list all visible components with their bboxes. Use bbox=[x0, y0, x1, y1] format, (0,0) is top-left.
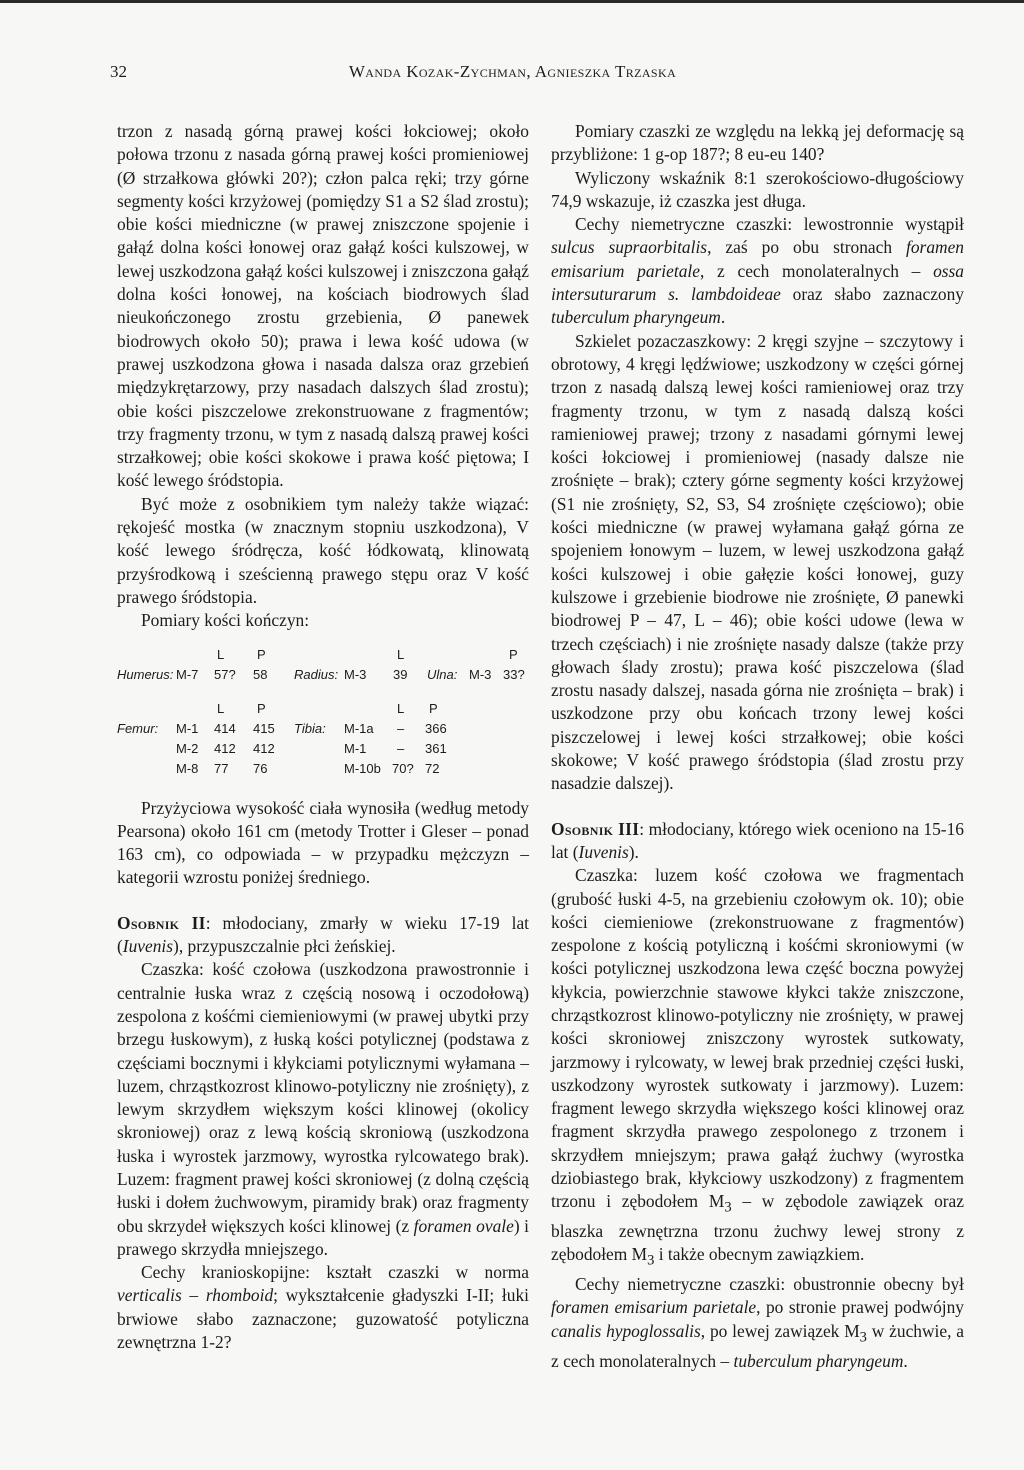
paragraph: Czaszka: kość czołowa (uszkodzona prawostronnie i centralnie łuska wraz z częścią nosową i oczodołową) zespolona z kośćmi ciemieniowymi (w prawej ubytki przy brzegu łuskowym), z łuską kości potylicznej (podstawa z częściami bocznymi i kłykciami potylicznymi wyłamana – luzem, chrząstkozrost klinowo-potyliczny nie zrośnięty), z lewym skrzydłem większym kości klinowej (okolicy skroniowej) oraz z lewą kością skroniową (uszkodzona łuska i wyrostek jarzmowy, wyrostka rylcowatego brak). Luzem: fragment prawej kości skroniowej (z dolną częścią łuski i dołem żuchwowym, piramidy brak) oraz fragmenty obu skrzydeł większych kości klinowej (z foramen ovale) i prawego skrzydła mniejszego. bbox=[117, 959, 529, 1259]
cell: 39 bbox=[393, 666, 408, 682]
cell: 70? bbox=[392, 760, 414, 776]
col-header: P bbox=[429, 700, 438, 716]
left-column bbox=[117, 120, 529, 1354]
paragraph: Być może z osobnikiem tym należy także wiązać: rękojeść mostka (w znacznym stopniu uszkodzona), V kość lewego śródręcza, kość łódkowatą, klinowatą przyśrodkową i sześcienną prawego stępu oraz V kość prawego śródstopia. bbox=[117, 493, 529, 607]
paragraph: Przyżyciowa wysokość ciała wynosiła (według metody Pearsona) około 161 cm (metody Trotter i Gleser – ponad 163 cm), co odpowiada – w przypadku mężczyzn – kategorii wzrostu poniżej średniego. bbox=[117, 797, 529, 888]
right-column bbox=[551, 120, 964, 1373]
paragraph: Cechy kranioskopijne: kształt czaszki w norma verticalis – rhomboid; wykształcenie gładyszki I-II; łuki brwiowe słabo zaznaczone; guzowatość potyliczna zewnętrzna 1-2? bbox=[117, 1262, 529, 1353]
measurement-table bbox=[117, 637, 529, 787]
col-header: L bbox=[217, 646, 225, 662]
cell: 415 bbox=[253, 720, 275, 736]
paragraph: Szkielet pozaczaszkowy: 2 kręgi szyjne – szczytowy i obrotowy, 4 kręgi lędźwiowe; uszkodzony w części górnej trzon z nasadą dalszą lewej kości ramieniowej oraz trzy fragmenty trzonu, w tym z nasadą dalszą kości ramieniowej prawej; trzony z nasadami górnymi lewej kości łokciowej i promieniowej (nasady dalsze nie zrośnięte – brak); cztery górne segmenty kości krzyżowej (S1 nie zrośnięty, S2, S3, S4 zrośnięte częściowo); obie kości miedniczne (w prawej wyłamana gałąź górna ze spojeniem łonowym – luzem, w lewej uszkodzona gałąź kości kulszowej i obie gałęzie kości łonowej, guzy kulszowe i grzebienie biodrowe nie zrośnięte, Ø panewki biodrowej P – 47, L – 46); obie kości udowe (lewa w trzech częściach) i nie zrośnięte nasady dalsze (także przy głowach ślady zrostu); prawa kość piszczelowa (ślad zrostu nasady dalszej, nasada górna nie zrośnięta – brak) i uszkodzone przy obu końcach trzony lewej kości piszczelowej i lewej kości strzałkowej; obie kości skokowe; V kość prawego śródstopia (ślad zrostu przy nasadzie dalszej). bbox=[551, 330, 964, 794]
paragraph: Czaszka: luzem kość czołowa we fragmentach (grubość łuski 4-5, na grzebieniu czołowym ok. 10); obie kości ciemieniowe (zrekonstruowane z fragmentów) zespolone z kością potyliczną i kośćmi skroniowymi (w kości potylicznej uszkodzona lewa część boczna powyżej kłykcia, powierzchnie stawowe kłykci także zniszczone, chrząstkozrost klinowo-potyliczny nie zrośnięty, w prawej kości skroniowej zniszczony wyrostek sutkowaty, jarzmowy i rylcowaty, w lewej brak przedniej części łuski, uszkodzony wyrostek sutkowaty i jarzmowy). Luzem: fragment lewego skrzydła większego kości klinowej oraz fragment skrzydła prawego zespolonego z trzonem i skrzydłem mniejszym; prawa gałąź żuchwy (wyrostka dziobiastego brak, kłykciowy uszkodzony) z fragmentem trzonu i zębodołem $M_3$ – w zębodole zawiązek oraz blaszka zewnętrzna trzonu żuchwy lewej strony z zębodołem $M_3$ i także obecnym zawiązkiem. bbox=[551, 865, 964, 1269]
running-head: Wanda Kozak-Zychman, Agnieszka Trzaska bbox=[348, 62, 677, 81]
col-header: L bbox=[397, 646, 405, 662]
cell: 361 bbox=[425, 740, 447, 756]
col-header: P bbox=[257, 646, 266, 662]
individual-heading: Osobnik III bbox=[551, 818, 640, 839]
paragraph: Osobnik III: młodociany, którego wiek oceniono na 15-16 lat (Iuvenis). bbox=[551, 818, 964, 862]
cell: M-1 bbox=[176, 720, 199, 736]
cell: – bbox=[397, 740, 405, 756]
cell: 77 bbox=[214, 760, 229, 776]
paragraph: Wyliczony wskaźnik 8:1 szerokościowo-długościowy 74,9 wskazuje, iż czaszka jest długa. bbox=[551, 167, 964, 211]
cell: 72 bbox=[425, 760, 440, 776]
paragraph: Pomiary czaszki ze względu na lekką jej deformację są przybliżone: 1 g-op 187?; 8 eu-eu 140? bbox=[551, 121, 964, 165]
cell: 33? bbox=[503, 666, 525, 682]
cell: 57? bbox=[214, 666, 236, 682]
cell: 412 bbox=[214, 740, 236, 756]
cell: – bbox=[397, 720, 405, 736]
cell: M-2 bbox=[176, 740, 199, 756]
paragraph: trzon z nasadą górną prawej kości łokciowej; około połowa trzonu z nasada górną prawej kości promieniowej (Ø strzałkowa główki 20?); człon palca ręki; trzy górne segmenty kości krzyżowej (pomiędzy S1 a S2 ślad zrostu); obie kości miedniczne (w prawej zniszczone spojenie i gałąź dolna kości łonowej oraz gałąź kości kulszowej, w lewej uszkodzona gałąź kości kulszowej i zniszczona gałąź dolna kości łonowej, na kościach biodrowych ślad nieukończonego zrostu grzebienia, Ø panewek biodrowych około 50); prawa i lewa kość udowa (w prawej uszkodzona głowa i nasada dalsza oraz grzebień międzykrętarzowy, przy nasadach dalszych ślad zrostu); obie kości piszczelowe zrekonstruowane z fragmentów; trzy fragmenty trzonu, w tym z nasadą dalszą prawej kości strzałkowej; obie kości skokowe i prawa kość piętowa; I kość lewego śródstopia. bbox=[117, 121, 529, 491]
cell: 414 bbox=[214, 720, 236, 736]
col-header: P bbox=[509, 646, 518, 662]
cell: M-8 bbox=[176, 760, 199, 776]
cell: M-3 bbox=[469, 666, 492, 682]
col-header: P bbox=[257, 700, 266, 716]
cell: M-7 bbox=[176, 666, 199, 682]
bone-label: Humerus: bbox=[117, 666, 174, 682]
paragraph: Pomiary kości kończyn: bbox=[141, 610, 310, 631]
cell: M-3 bbox=[344, 666, 367, 682]
cell: 76 bbox=[253, 760, 268, 776]
bone-label: Ulna: bbox=[427, 666, 458, 682]
col-header: L bbox=[397, 700, 405, 716]
cell: 412 bbox=[253, 740, 275, 756]
page-top-edge bbox=[0, 0, 1024, 3]
cell: M-1a bbox=[344, 720, 374, 736]
paragraph: Cechy niemetryczne czaszki: obustronnie obecny był foramen emisarium parietale, po stronie prawej podwójny canalis hypoglossalis, po lewej zawiązek $M_3$ w żuchwie, a z cech monolateralnych – tuberculum pharyngeum. bbox=[551, 1274, 964, 1371]
cell: M-10b bbox=[344, 760, 381, 776]
cell: M-1 bbox=[344, 740, 367, 756]
paragraph: Osobnik II: młodociany, zmarły w wieku 17-19 lat (Iuvenis), przypuszczalnie płci żeńskiej. bbox=[117, 912, 529, 957]
page-header bbox=[110, 62, 915, 84]
col-header: L bbox=[217, 700, 225, 716]
cell: 366 bbox=[425, 720, 447, 736]
bone-label: Tibia: bbox=[294, 720, 326, 736]
page-number: 32 bbox=[110, 62, 127, 81]
individual-heading: Osobnik II bbox=[117, 912, 206, 933]
paragraph: Cechy niemetryczne czaszki: lewostronnie wystąpił sulcus supraorbitalis, zaś po obu stronach foramen emisarium parietale, z cech monolateralnych – ossa intersuturarum s. lambdoideae oraz słabo zaznaczony tuberculum pharyngeum. bbox=[551, 214, 965, 328]
cell: 58 bbox=[253, 666, 268, 682]
bone-label: Radius: bbox=[294, 666, 339, 682]
bone-label: Femur: bbox=[117, 720, 159, 736]
